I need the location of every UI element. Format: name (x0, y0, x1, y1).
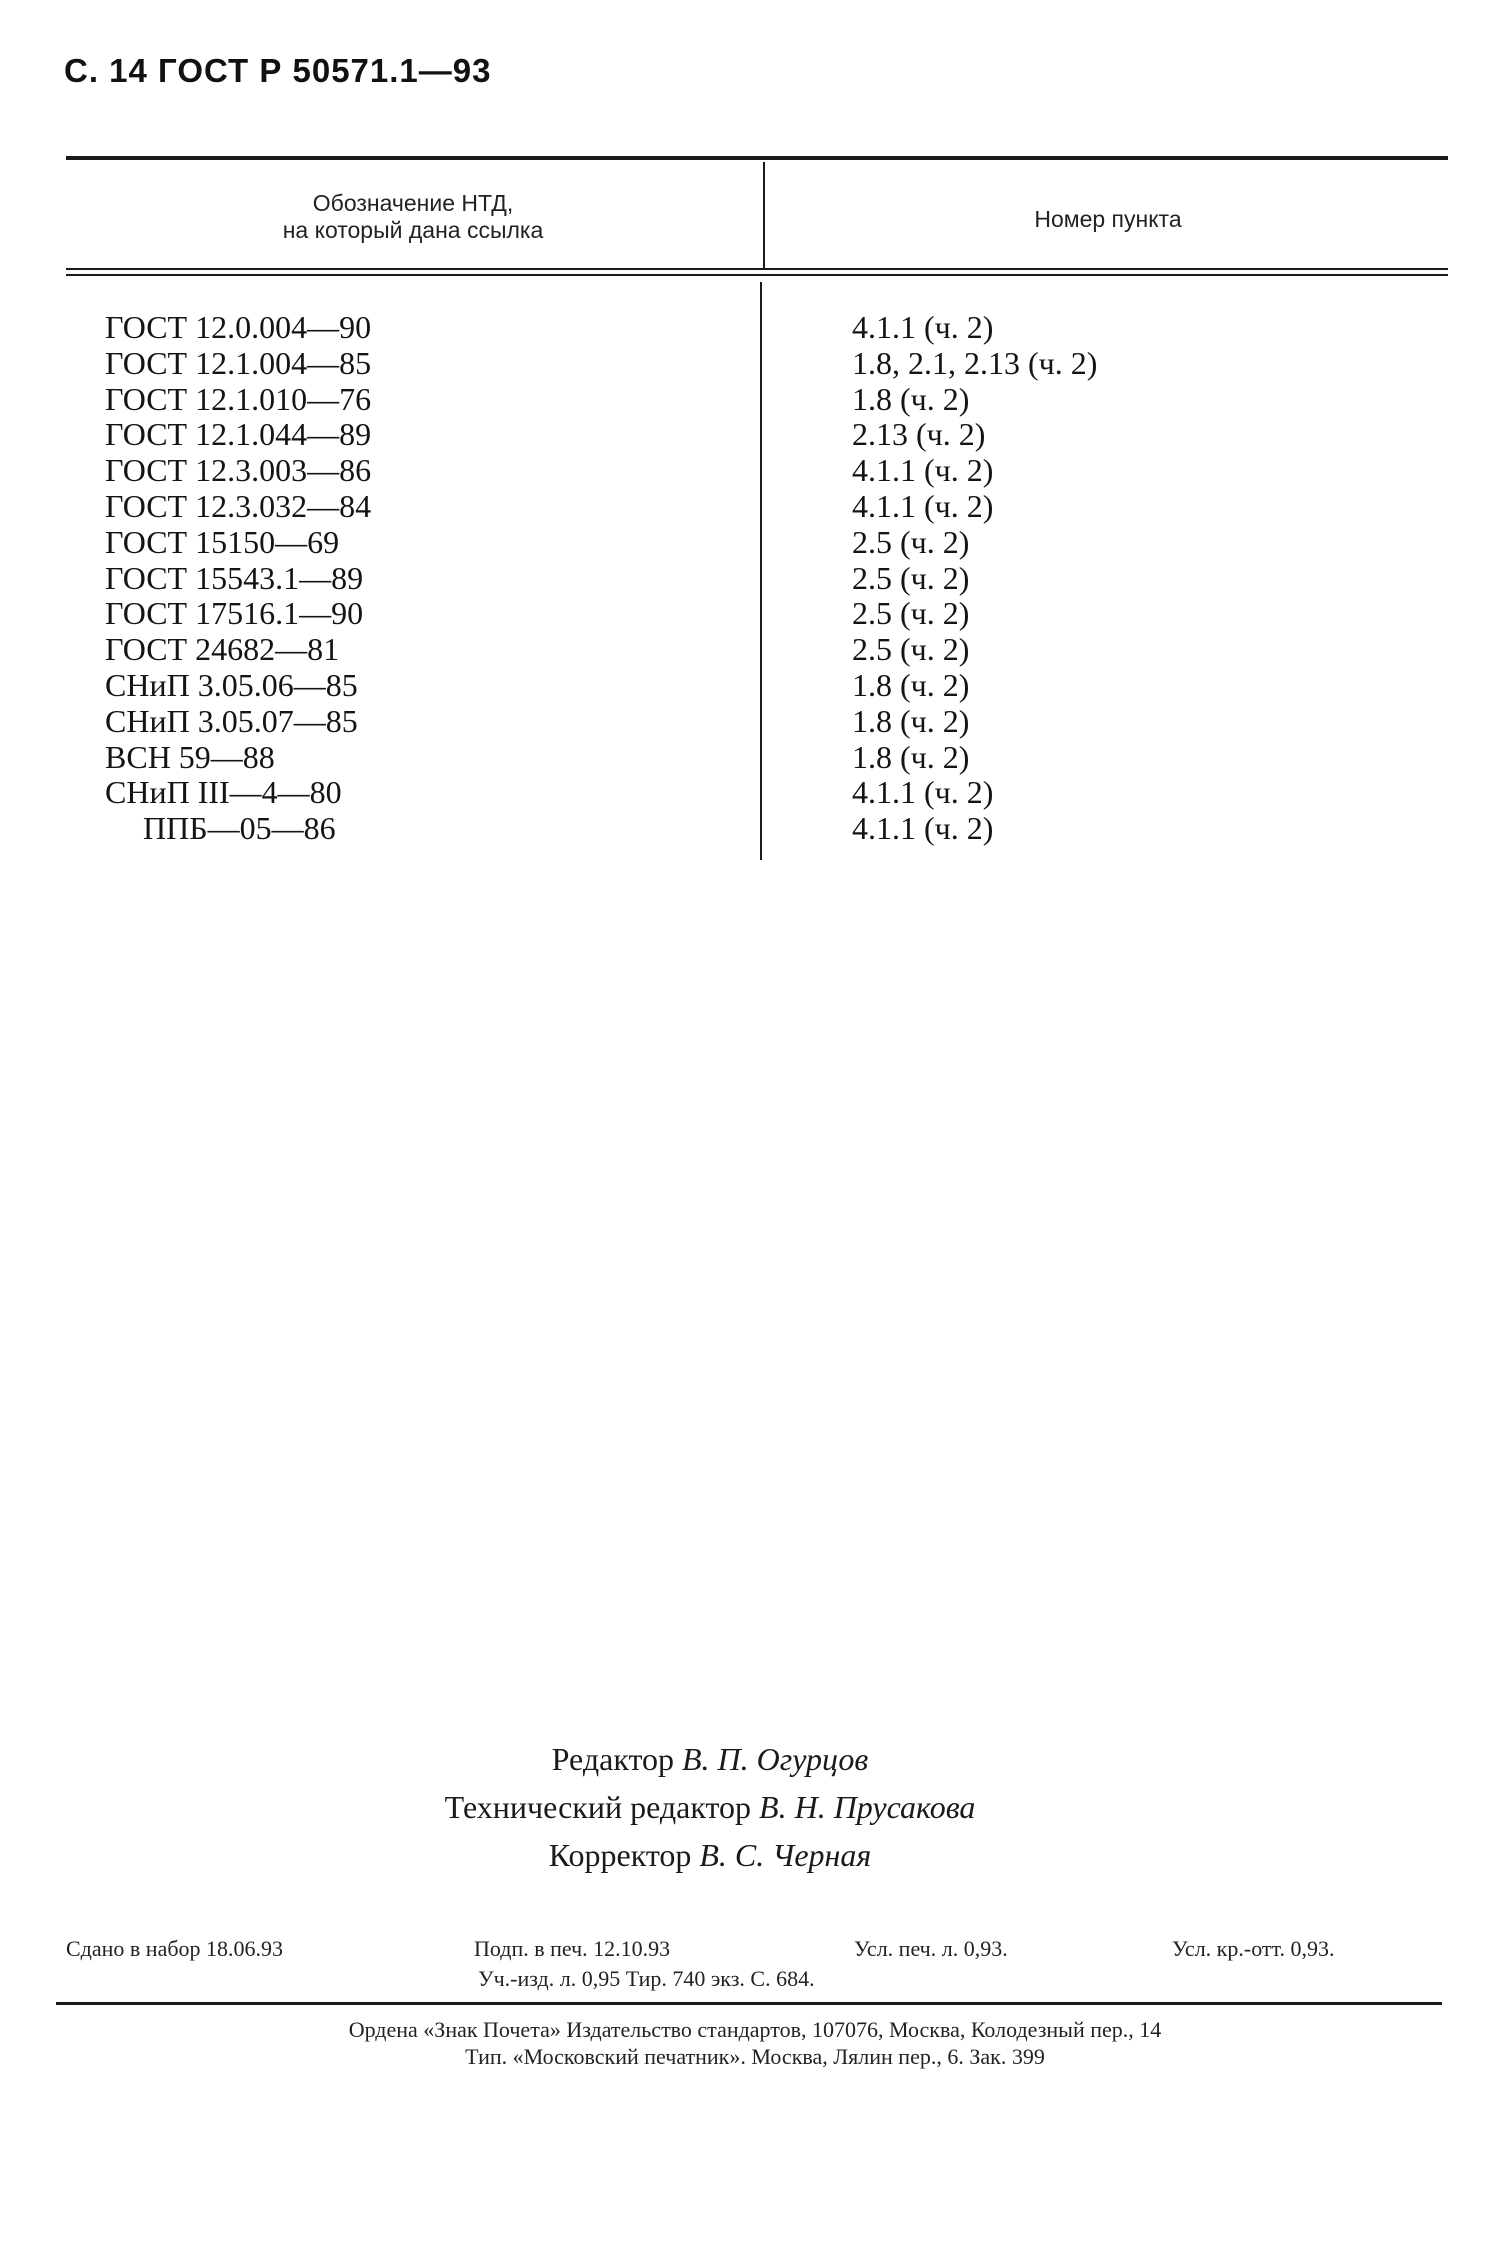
header-double-rule-top (66, 268, 1448, 270)
table-cell-point: 4.1.1 (ч. 2) (852, 487, 994, 524)
table-cell-ntd: СНиП 3.05.07—85 (105, 702, 358, 739)
table-cell-ntd: ППБ—05—86 (143, 810, 336, 847)
table-cell-ntd: ГОСТ 12.3.032—84 (105, 487, 372, 524)
table-cell-point: 1.8 (ч. 2) (852, 666, 970, 703)
proofreader-line (300, 1831, 1120, 1879)
column-header-point: Номер пункта (1034, 206, 1182, 232)
table-cell-point: 2.13 (ч. 2) (852, 416, 986, 453)
page-header: С. 14 ГОСТ Р 50571.1—93 (64, 52, 492, 89)
table-cell-ntd: ГОСТ 15543.1—89 (105, 559, 364, 596)
table-cell-ntd: СНиП 3.05.06—85 (105, 666, 358, 703)
table-cell-point: 1.8 (ч. 2) (852, 738, 970, 775)
table-cell-ntd: ГОСТ 12.1.004—85 (105, 344, 372, 381)
table-top-rule (66, 156, 1448, 160)
table-cell-ntd: ГОСТ 12.1.044—89 (105, 416, 372, 453)
table-cell-point: 4.1.1 (ч. 2) (852, 309, 994, 345)
table-cell-ntd: ГОСТ 12.3.003—86 (105, 452, 372, 489)
imprint-signed: Подп. в печ. 12.10.93 (474, 1936, 671, 1961)
table-cell-point: 1.8 (ч. 2) (852, 380, 970, 417)
editor-line (300, 1735, 1120, 1783)
credits-block (300, 1735, 1120, 1879)
table-cell-point: 2.5 (ч. 2) (852, 523, 970, 560)
table-cell-point: 4.1.1 (ч. 2) (852, 810, 994, 847)
point-column (852, 310, 1097, 847)
table-cell-point: 2.5 (ч. 2) (852, 559, 970, 596)
editor-role: Редактор (551, 1741, 674, 1777)
imprint-pub-sheets-run: Уч.-изд. л. 0,95 Тир. 740 экз. С. 684. (478, 1966, 815, 1991)
tech-editor-line (300, 1783, 1120, 1831)
proofreader-role: Корректор (548, 1837, 692, 1873)
body-column-divider (760, 282, 762, 860)
press-line-1: Ордена «Знак Почета» Издательство стандартов, 107076, Москва, Колодезный пер., 14 (348, 2017, 1162, 2042)
proofreader-name: В. С. Черная (699, 1837, 872, 1873)
table-cell-point: 2.5 (ч. 2) (852, 631, 970, 668)
editor-name: В. П. Огурцов (682, 1741, 869, 1777)
table-cell-point: 1.8 (ч. 2) (852, 702, 970, 739)
tech-editor-role: Технический редактор (444, 1789, 752, 1825)
table-cell-point: 4.1.1 (ч. 2) (852, 452, 994, 489)
press-line-2: Тип. «Московский печатник». Москва, Лялин пер., 6. Зак. 399 (465, 2044, 1045, 2069)
table-cell-point: 4.1.1 (ч. 2) (852, 774, 994, 811)
table-cell-ntd: ГОСТ 24682—81 (105, 631, 340, 668)
header-column-divider (763, 162, 765, 270)
column-header-ntd (68, 190, 758, 244)
imprint-color-prints: Усл. кр.-отт. 0,93. (1172, 1936, 1335, 1961)
imprint-print-sheets: Усл. печ. л. 0,93. (854, 1936, 1008, 1961)
table-cell-ntd: ГОСТ 17516.1—90 (105, 595, 364, 632)
table-cell-point: 1.8, 2.1, 2.13 (ч. 2) (852, 344, 1098, 381)
column-header-ntd-line2: на который дана ссылка (282, 217, 544, 243)
table-cell-ntd: ГОСТ 12.0.004—90 (105, 309, 372, 345)
table-cell-point: 2.5 (ч. 2) (852, 595, 970, 632)
column-header-ntd-line1: Обозначение НТД, (312, 190, 514, 216)
table-cell-ntd: ВСН 59—88 (105, 738, 275, 775)
imprint-rule (56, 2002, 1442, 2005)
header-double-rule-bottom (66, 274, 1448, 276)
table-cell-ntd: ГОСТ 15150—69 (105, 523, 340, 560)
table-cell-ntd: ГОСТ 12.1.010—76 (105, 380, 372, 417)
ntd-column (105, 310, 371, 847)
table-cell-ntd: СНиП III—4—80 (105, 774, 342, 811)
tech-editor-name: В. Н. Прусакова (759, 1789, 976, 1825)
imprint-submitted: Сдано в набор 18.06.93 (66, 1936, 284, 1961)
